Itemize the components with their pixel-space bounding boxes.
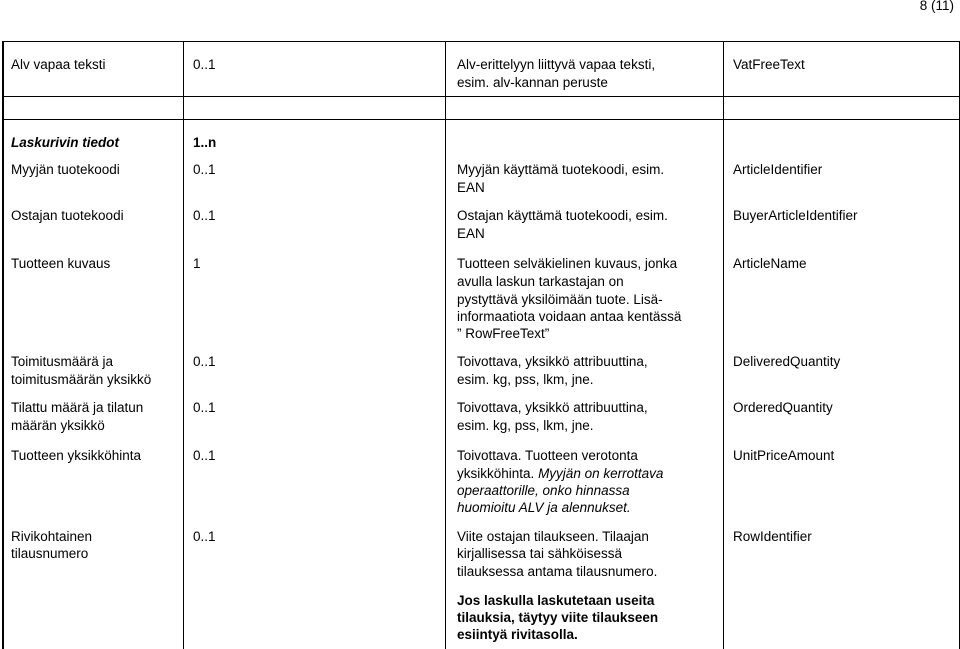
field-description: yksikköhinta. Myyjän on kerrottava — [457, 466, 664, 481]
field-description-note: Jos laskulla laskutetaan useita — [457, 593, 655, 608]
field-description: Toivottava. Tuotteen verotonta — [457, 448, 638, 463]
field-description: informaatiota voidaan antaa kentässä — [457, 309, 682, 324]
field-description: pystyttävä yksilöimään tuote. Lisä- — [457, 292, 663, 307]
section-heading: Laskurivin tiedot — [11, 135, 120, 150]
field-cardinality: 0..1 — [193, 400, 216, 415]
field-description: Toivottava, yksikkö attribuuttina, — [457, 400, 648, 415]
field-cardinality: 1..n — [193, 135, 217, 150]
field-name: määrän yksikkö — [11, 418, 105, 433]
field-description-note: Myyjän on kerrottava — [538, 466, 664, 481]
field-xml-element: VatFreeText — [733, 57, 805, 72]
field-cardinality: 0..1 — [193, 162, 216, 177]
column-divider — [445, 42, 446, 649]
specification-table — [2, 41, 960, 649]
field-xml-element: ArticleName — [733, 256, 807, 271]
field-xml-element: UnitPriceAmount — [733, 448, 835, 463]
field-xml-element: ArticleIdentifier — [733, 162, 823, 177]
row-divider — [3, 119, 960, 120]
field-name: tilausnumero — [11, 546, 89, 561]
field-cardinality: 0..1 — [193, 57, 216, 72]
field-cardinality: 0..1 — [193, 208, 216, 223]
page-number: 8 (11) — [919, 0, 954, 13]
field-description: tilauksessa antama tilausnumero. — [457, 564, 658, 579]
field-name: Tilattu määrä ja tilatun — [11, 400, 144, 415]
field-description: Tuotteen selväkielinen kuvaus, jonka — [457, 256, 678, 271]
field-description: Myyjän käyttämä tuotekoodi, esim. — [457, 162, 665, 177]
field-description: esim. alv-kannan peruste — [457, 75, 608, 90]
field-description: kirjallisessa tai sähköisessä — [457, 546, 623, 561]
field-description-note: operaattorille, onko hinnassa — [457, 483, 630, 498]
field-description: Toivottava, yksikkö attribuuttina, — [457, 354, 648, 369]
field-name: Toimitusmäärä ja — [11, 354, 114, 369]
field-description-note: huomioitu ALV ja alennukset. — [457, 500, 631, 515]
field-description: avulla laskun tarkastajan on — [457, 274, 624, 289]
field-description-note: esiintyä rivitasolla. — [457, 627, 578, 642]
field-cardinality: 1 — [193, 256, 201, 271]
field-name: Ostajan tuotekoodi — [11, 208, 124, 223]
field-cardinality: 0..1 — [193, 448, 216, 463]
field-description: esim. kg, pss, lkm, jne. — [457, 372, 594, 387]
field-name: Tuotteen yksikköhinta — [11, 448, 142, 463]
field-name: Alv vapaa teksti — [11, 57, 106, 72]
field-cardinality: 0..1 — [193, 354, 216, 369]
field-xml-element: DeliveredQuantity — [733, 354, 841, 369]
row-divider — [3, 96, 960, 97]
field-xml-element: RowIdentifier — [733, 529, 812, 544]
column-divider — [183, 42, 184, 649]
field-description: EAN — [457, 180, 485, 195]
field-description: Alv-erittelyyn liittyvä vapaa teksti, — [457, 57, 656, 72]
field-description: Ostajan käyttämä tuotekoodi, esim. — [457, 208, 668, 223]
field-cardinality: 0..1 — [193, 529, 216, 544]
field-name: Myyjän tuotekoodi — [11, 162, 120, 177]
field-xml-element: OrderedQuantity — [733, 400, 833, 415]
field-description-note: tilauksia, täytyy viite tilaukseen — [457, 610, 659, 625]
field-xml-element: BuyerArticleIdentifier — [733, 208, 858, 223]
table-border-left — [3, 42, 4, 649]
column-divider — [723, 42, 724, 649]
field-name: toimitusmäärän yksikkö — [11, 372, 152, 387]
field-name: Tuotteen kuvaus — [11, 256, 111, 271]
field-description: EAN — [457, 226, 485, 241]
field-description: esim. kg, pss, lkm, jne. — [457, 418, 594, 433]
field-name: Rivikohtainen — [11, 529, 93, 544]
field-description: Viite ostajan tilaukseen. Tilaajan — [457, 529, 649, 544]
field-description: ” RowFreeText” — [457, 326, 550, 341]
